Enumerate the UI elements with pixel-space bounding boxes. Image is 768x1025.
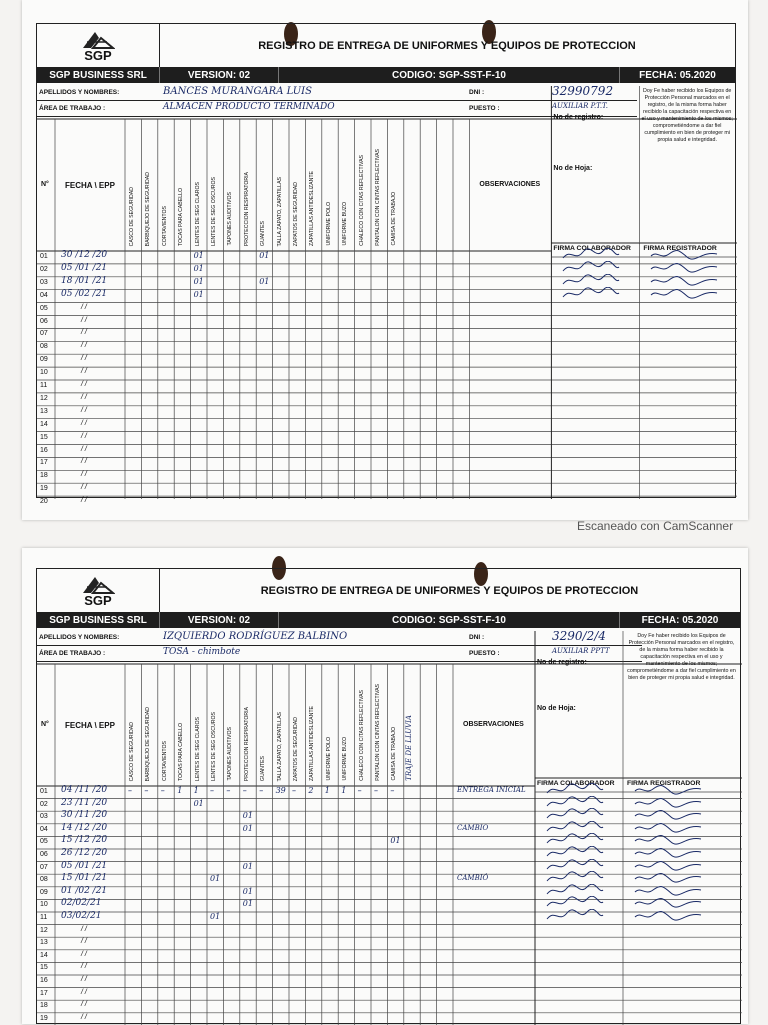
row-number: 07 [40, 330, 48, 338]
post-value: AUXILIAR P.T.T. [552, 102, 608, 110]
signature-scribble [649, 261, 719, 275]
column-header-5: LENTES DE SEG CLAROS [194, 182, 201, 246]
row-date: 26 /12 /20 [61, 848, 108, 858]
row-number: 14 [40, 951, 48, 959]
epp-mark: 01 [193, 798, 204, 808]
row-date-placeholder: / / [81, 471, 87, 479]
signature-scribble [561, 261, 621, 275]
epp-mark: 01 [242, 861, 253, 871]
signature-collaborator-header: FIRMA COLABORADOR [537, 780, 615, 787]
epp-mark: 01 [242, 811, 253, 821]
row-number: 12 [40, 394, 48, 402]
row-number: 13 [40, 939, 48, 947]
epp-mark: 01 [259, 276, 270, 286]
company-name: SGP BUSINESS SRL [37, 612, 160, 628]
row-number: 12 [40, 926, 48, 934]
epp-mark: 1 [193, 786, 199, 795]
declaration-text: Doy Fe haber recibido los Equipos de Protección Personal marcados en el registro, de la misma forma haber recibido la capacitación respectiva en el uso y mantenimiento de los mismos; comprometiéndome a dar fiel cumplimiento en bien de proteger mi propia salud e integridad. [627, 633, 736, 681]
date-label: FECHA: 05.2020 [641, 614, 719, 626]
row-number: 18 [40, 1002, 48, 1010]
collaborator-signature [561, 287, 621, 304]
row-date: 04 /11 /20 [61, 785, 108, 795]
epp-mark: 01 [210, 912, 221, 921]
epp-mark: 1 [341, 786, 347, 795]
area-label: ÁREA DE TRABAJO : [39, 105, 106, 112]
epp-mark: – [160, 786, 165, 795]
epp-mark: 1 [324, 786, 330, 795]
row-observation: ENTREGA INICIAL [457, 786, 526, 794]
epp-mark: 01 [193, 263, 204, 273]
column-header-16: PANTALON CON CINTAS REFLECTIVAS [375, 149, 381, 246]
row-number: 04 [40, 825, 48, 833]
row-date-placeholder: / / [81, 329, 87, 337]
row-number: 19 [40, 485, 48, 493]
row-date: 05 /01 /21 [61, 860, 108, 871]
row-date-placeholder: / / [81, 432, 87, 440]
row-number: 14 [40, 420, 48, 428]
row-date: 05 /01 /21 [61, 262, 108, 273]
column-header-7: TAPONES AUDITIVOS [227, 727, 234, 781]
row-number: 02 [40, 800, 48, 808]
row-number: 03 [40, 813, 48, 821]
column-header-4: TOCAS PARA CABELLO [178, 722, 185, 781]
registrar-signature [649, 287, 719, 304]
epp-mark: 01 [193, 251, 204, 260]
signature-scribble [561, 248, 621, 262]
column-header-14: UNIFORME BUZO [342, 737, 349, 781]
dni-value: 32990792 [552, 84, 614, 98]
row-number: 06 [40, 851, 48, 858]
epp-mark: 01 [193, 289, 204, 299]
row-date: 15 /12 /20 [61, 835, 108, 846]
row-number: 09 [40, 888, 48, 896]
row-date-placeholder: / / [81, 925, 87, 933]
row-date-placeholder: / / [81, 342, 87, 350]
code-label: CODIGO: SGP-SST-F-10 [279, 67, 620, 83]
row-number: 17 [40, 989, 48, 997]
column-header-6: LENTES DE SEG OSCUROS [211, 712, 217, 781]
column-header-9: GUANTES [260, 220, 267, 246]
area-value: ALMACEN PRODUCTO TERMINADO [163, 102, 335, 112]
epp-mark: – [390, 786, 395, 795]
row-date-placeholder: / / [81, 497, 87, 505]
row-date: 02/02/21 [61, 898, 102, 909]
epp-mark: – [357, 786, 362, 795]
registrar-signature [633, 909, 703, 926]
epp-mark: 01 [390, 836, 401, 846]
form-sheet-1 [22, 0, 748, 520]
row-number: 16 [40, 977, 48, 984]
epp-mark: 2 [308, 786, 314, 795]
column-header-13: UNIFORME POLO [325, 737, 332, 781]
row-number: 15 [40, 433, 48, 441]
column-header-1: CASCO DE SEGURIDAD [129, 721, 135, 781]
column-header-14: UNIFORME BUZO [342, 202, 349, 246]
epp-mark: 01 [259, 251, 270, 260]
row-observation: CAMBIO [457, 823, 489, 832]
row-number: 05 [40, 838, 48, 846]
signature-collaborator-header: FIRMA COLABORADOR [553, 245, 631, 252]
registry-number-label: No de registro: [553, 114, 604, 121]
column-header-1: CASCO DE SEGURIDAD [129, 186, 135, 246]
observations-header: OBSERVACIONES [463, 721, 524, 728]
row-date-placeholder: / / [81, 406, 87, 414]
column-header-10: TALLA ZAPATO, ZAPATILLAS [276, 711, 283, 781]
row-date-placeholder: / / [81, 316, 87, 324]
column-header-17: CAMISA DE TRABAJO [391, 727, 398, 781]
form-frame [36, 568, 741, 1024]
column-header-12: ZAPATILLAS ANTIDESLIZANTE [309, 170, 316, 246]
column-header-11: ZAPATOS DE SEGURIDAD [293, 181, 299, 246]
row-date-placeholder: / / [81, 1001, 87, 1009]
row-date: 05 /02 /21 [61, 288, 108, 299]
row-date: 03/02/21 [61, 911, 102, 921]
table-grid [37, 24, 737, 499]
column-header-13: UNIFORME POLO [325, 202, 332, 246]
row-number: 13 [40, 407, 48, 415]
row-date: 23 /11 /20 [61, 797, 108, 808]
column-header-6: LENTES DE SEG OSCUROS [211, 177, 217, 246]
column-header-15: CHALECO CON CITAS REFLECTIVAS [358, 690, 365, 781]
post-value: AUXILIAR PPTT [552, 647, 610, 655]
signature-scribble [633, 909, 703, 923]
signature-scribble [561, 274, 621, 288]
row-date-placeholder: / / [81, 458, 87, 466]
row-number: 01 [40, 788, 48, 795]
names-label: APELLIDOS Y NOMBRES: [39, 634, 120, 641]
epp-mark: 39 [275, 786, 286, 795]
signature-scribble [649, 248, 719, 262]
epp-mark: 01 [242, 899, 253, 909]
epp-mark: – [210, 786, 214, 795]
epp-mark: 1 [177, 786, 183, 795]
observations-header: OBSERVACIONES [479, 181, 541, 188]
row-date-placeholder: / / [81, 355, 87, 363]
signature-scribble [649, 287, 719, 301]
row-number: 08 [40, 876, 48, 884]
column-header-9: GUANTES [260, 755, 267, 781]
row-number: 10 [40, 901, 48, 909]
post-label: PUESTO : [469, 650, 500, 657]
column-header-12: ZAPATILLAS ANTIDESLIZANTE [309, 705, 316, 781]
row-date-placeholder: / / [81, 393, 87, 401]
column-header-3: CORTAVIENTOS [161, 206, 168, 246]
epp-mark: – [128, 786, 132, 795]
logo-text: SGP [84, 592, 112, 608]
epp-mark: 01 [193, 276, 204, 286]
column-header-3: CORTAVIENTOS [161, 741, 168, 781]
code-label: CODIGO: SGP-SST-F-10 [279, 612, 620, 628]
post-label: PUESTO : [469, 105, 500, 112]
signature-scribble [649, 274, 719, 288]
column-header-7: TAPONES AUDITIVOS [227, 192, 234, 246]
number-header: N° [41, 721, 49, 728]
area-value: TOSA - chimbote [163, 647, 241, 657]
dni-label: DNI : [469, 89, 485, 96]
column-header-10: TALLA ZAPATO, ZAPATILLAS [276, 176, 283, 246]
epp-mark: – [226, 786, 231, 795]
epp-mark: – [144, 786, 149, 795]
row-number: 11 [40, 382, 48, 389]
row-number: 15 [40, 964, 48, 972]
row-date: 18 /01 /21 [61, 275, 108, 286]
row-number: 07 [40, 863, 48, 871]
row-number: 01 [40, 253, 48, 260]
declaration-text: Doy Fe haber recibido los Equipos de Protección Personal marcados en el registro, de la misma forma haber recibido la capacitación respectiva en el uso y mantenimiento de los mismos; comprometiéndome a dar fiel cumplimiento en bien de proteger mi propia salud e integridad. [641, 88, 733, 143]
version-label: VERSION: 02 [160, 67, 279, 83]
form-frame [36, 23, 736, 506]
epp-mark: – [242, 786, 247, 795]
row-date-placeholder: / / [81, 368, 87, 376]
row-date: 30 /12 /20 [61, 250, 108, 260]
epp-mark: 01 [210, 874, 221, 884]
row-date: 30 /11 /20 [61, 810, 108, 821]
row-number: 10 [40, 369, 48, 377]
dni-label: DNI : [469, 634, 485, 641]
sheet-number-label: No de Hoja: [553, 165, 593, 172]
form-title: REGISTRO DE ENTREGA DE UNIFORMES Y EQUIPOS DE PROTECCION [260, 584, 639, 597]
signature-registrar-header: FIRMA REGISTRADOR [643, 245, 717, 252]
collaborator-signature [545, 909, 605, 926]
watermark-text: Escaneado con CamScanner [577, 519, 734, 533]
form-title: REGISTRO DE ENTREGA DE UNIFORMES Y EQUIPOS DE PROTECCION [258, 39, 636, 52]
row-number: 09 [40, 356, 48, 364]
row-date-placeholder: / / [81, 484, 87, 492]
column-header-8: PROTECCION RESPIRATORIA [243, 171, 250, 246]
row-number: 03 [40, 278, 48, 286]
row-date-placeholder: / / [81, 950, 87, 958]
column-header-16: PANTALON CON CINTAS REFLECTIVAS [375, 684, 381, 781]
names-label: APELLIDOS Y NOMBRES: [39, 89, 120, 96]
column-header-5: LENTES DE SEG CLAROS [194, 717, 201, 781]
row-number: 05 [40, 304, 48, 312]
row-date-placeholder: / / [81, 1013, 87, 1021]
row-number: 06 [40, 317, 48, 325]
row-date-placeholder: / / [81, 963, 87, 971]
column-header-2: BARBIQUEJO DE SEGURIDAD [145, 706, 152, 781]
names-value: IZQUIERDO RODRÍGUEZ BALBINO [163, 631, 348, 642]
date-label: FECHA: 05.2020 [639, 69, 716, 81]
row-number: 20 [40, 498, 48, 506]
epp-mark: 01 [242, 886, 253, 896]
column-header-15: CHALECO CON CITAS REFLECTIVAS [358, 155, 365, 246]
names-value: BANCES MURANGARA LUIS [163, 86, 312, 97]
row-date-placeholder: / / [81, 976, 87, 983]
row-date-placeholder: / / [81, 988, 87, 996]
row-number: 17 [40, 459, 48, 467]
number-header: N° [41, 181, 49, 188]
row-number: 02 [40, 265, 48, 273]
row-date: 14 /12 /20 [61, 822, 108, 833]
version-label: VERSION: 02 [160, 612, 279, 628]
column-header-17: CAMISA DE TRABAJO [391, 192, 398, 246]
row-date: 01 /02 /21 [61, 885, 108, 896]
signature-scribble [545, 909, 605, 923]
epp-mark: 01 [242, 823, 253, 833]
column-header-8: PROTECCION RESPIRATORIA [243, 706, 250, 781]
row-date-placeholder: / / [81, 303, 87, 311]
row-date-placeholder: / / [81, 938, 87, 946]
column-header-11: ZAPATOS DE SEGURIDAD [293, 716, 299, 781]
column-header-2: BARBIQUEJO DE SEGURIDAD [145, 171, 152, 246]
sheet-number-label: No de Hoja: [537, 705, 576, 712]
column-header-4: TOCAS PARA CABELLO [178, 187, 185, 246]
row-number: 04 [40, 291, 48, 299]
row-number: 08 [40, 343, 48, 351]
row-number: 18 [40, 472, 48, 480]
logo-text: SGP [84, 47, 112, 63]
column-header-extra: TRAJE DE LLUVIA [404, 715, 413, 781]
signature-scribble [561, 287, 621, 301]
row-date: 15 /01 /21 [61, 873, 108, 884]
epp-mark: – [374, 786, 378, 795]
row-observation: CAMBIÓ [457, 874, 489, 883]
date-epp-header: FECHA \ EPP [65, 721, 115, 730]
row-date-placeholder: / / [81, 381, 87, 388]
dni-value: 3290/2/4 [552, 629, 606, 643]
date-epp-header: FECHA \ EPP [65, 181, 115, 190]
area-label: ÁREA DE TRABAJO : [39, 650, 106, 657]
row-date-placeholder: / / [81, 419, 87, 427]
form-sheet-2 [22, 548, 748, 1024]
epp-mark: – [292, 786, 296, 795]
row-number: 11 [40, 914, 48, 921]
row-number: 16 [40, 446, 48, 454]
signature-registrar-header: FIRMA REGISTRADOR [627, 780, 701, 787]
row-date-placeholder: / / [81, 445, 87, 453]
row-number: 19 [40, 1014, 48, 1022]
registry-number-label: No de registro: [537, 659, 587, 666]
company-name: SGP BUSINESS SRL [37, 67, 160, 83]
epp-mark: – [259, 786, 264, 795]
